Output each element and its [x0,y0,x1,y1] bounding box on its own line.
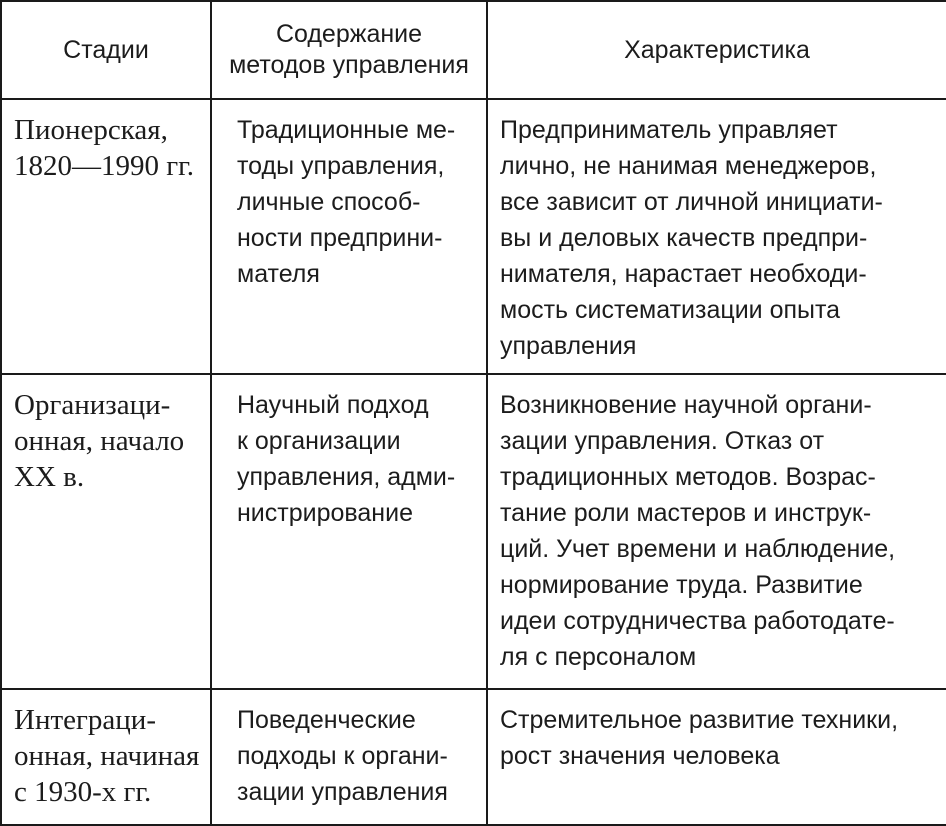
table-row [1,374,946,689]
characteristic-cell [487,374,946,689]
table-row [1,689,946,825]
characteristic-cell [487,689,946,825]
header-characteristic-label: Характеристика [624,35,810,64]
methods-text: Традиционные ме- тоды управления, личные способ- ности предприни- мателя [237,116,456,288]
header-stages-label: Стадии [63,35,149,64]
table-header-row [1,1,946,99]
methods-text: Научный подход к организации управления, адми- нистрирование [237,391,456,527]
methods-cell [211,99,487,374]
header-stages [1,1,211,99]
stage-text: Интеграци- онная, начиная с 1930-х гг. [14,704,200,808]
stage-cell [1,689,211,825]
methods-cell [211,689,487,825]
characteristic-cell [487,99,946,374]
header-methods-label: Содержание методов управления [229,20,469,79]
table-row [1,99,946,374]
stage-cell [1,374,211,689]
header-characteristic [487,1,946,99]
header-methods [211,1,487,99]
methods-cell [211,374,487,689]
characteristic-text: Предприниматель управляет лично, не нанимая менеджеров, все зависит от личной инициати- вы и деловых качеств предпри- нимателя, нарастает необходи- мость систематизации опыта управления [500,116,883,360]
characteristic-text: Возникновение научной органи- зации управления. Отказ от традиционных методов. Возрас- тание роли мастеров и инструк- ций. Учет времени и наблюдение, нормирование труда. Развитие идеи сотрудничества работодате- ля с персоналом [500,391,896,671]
stage-text: Пионерская, 1820—1990 гг. [14,114,195,182]
stage-text: Организаци- онная, начало XX в. [14,389,185,493]
characteristic-text: Стремительное развитие техники, рост значения человека [500,706,899,770]
stage-cell [1,99,211,374]
methods-text: Поведенческие подходы к органи- зации управления [237,706,448,806]
